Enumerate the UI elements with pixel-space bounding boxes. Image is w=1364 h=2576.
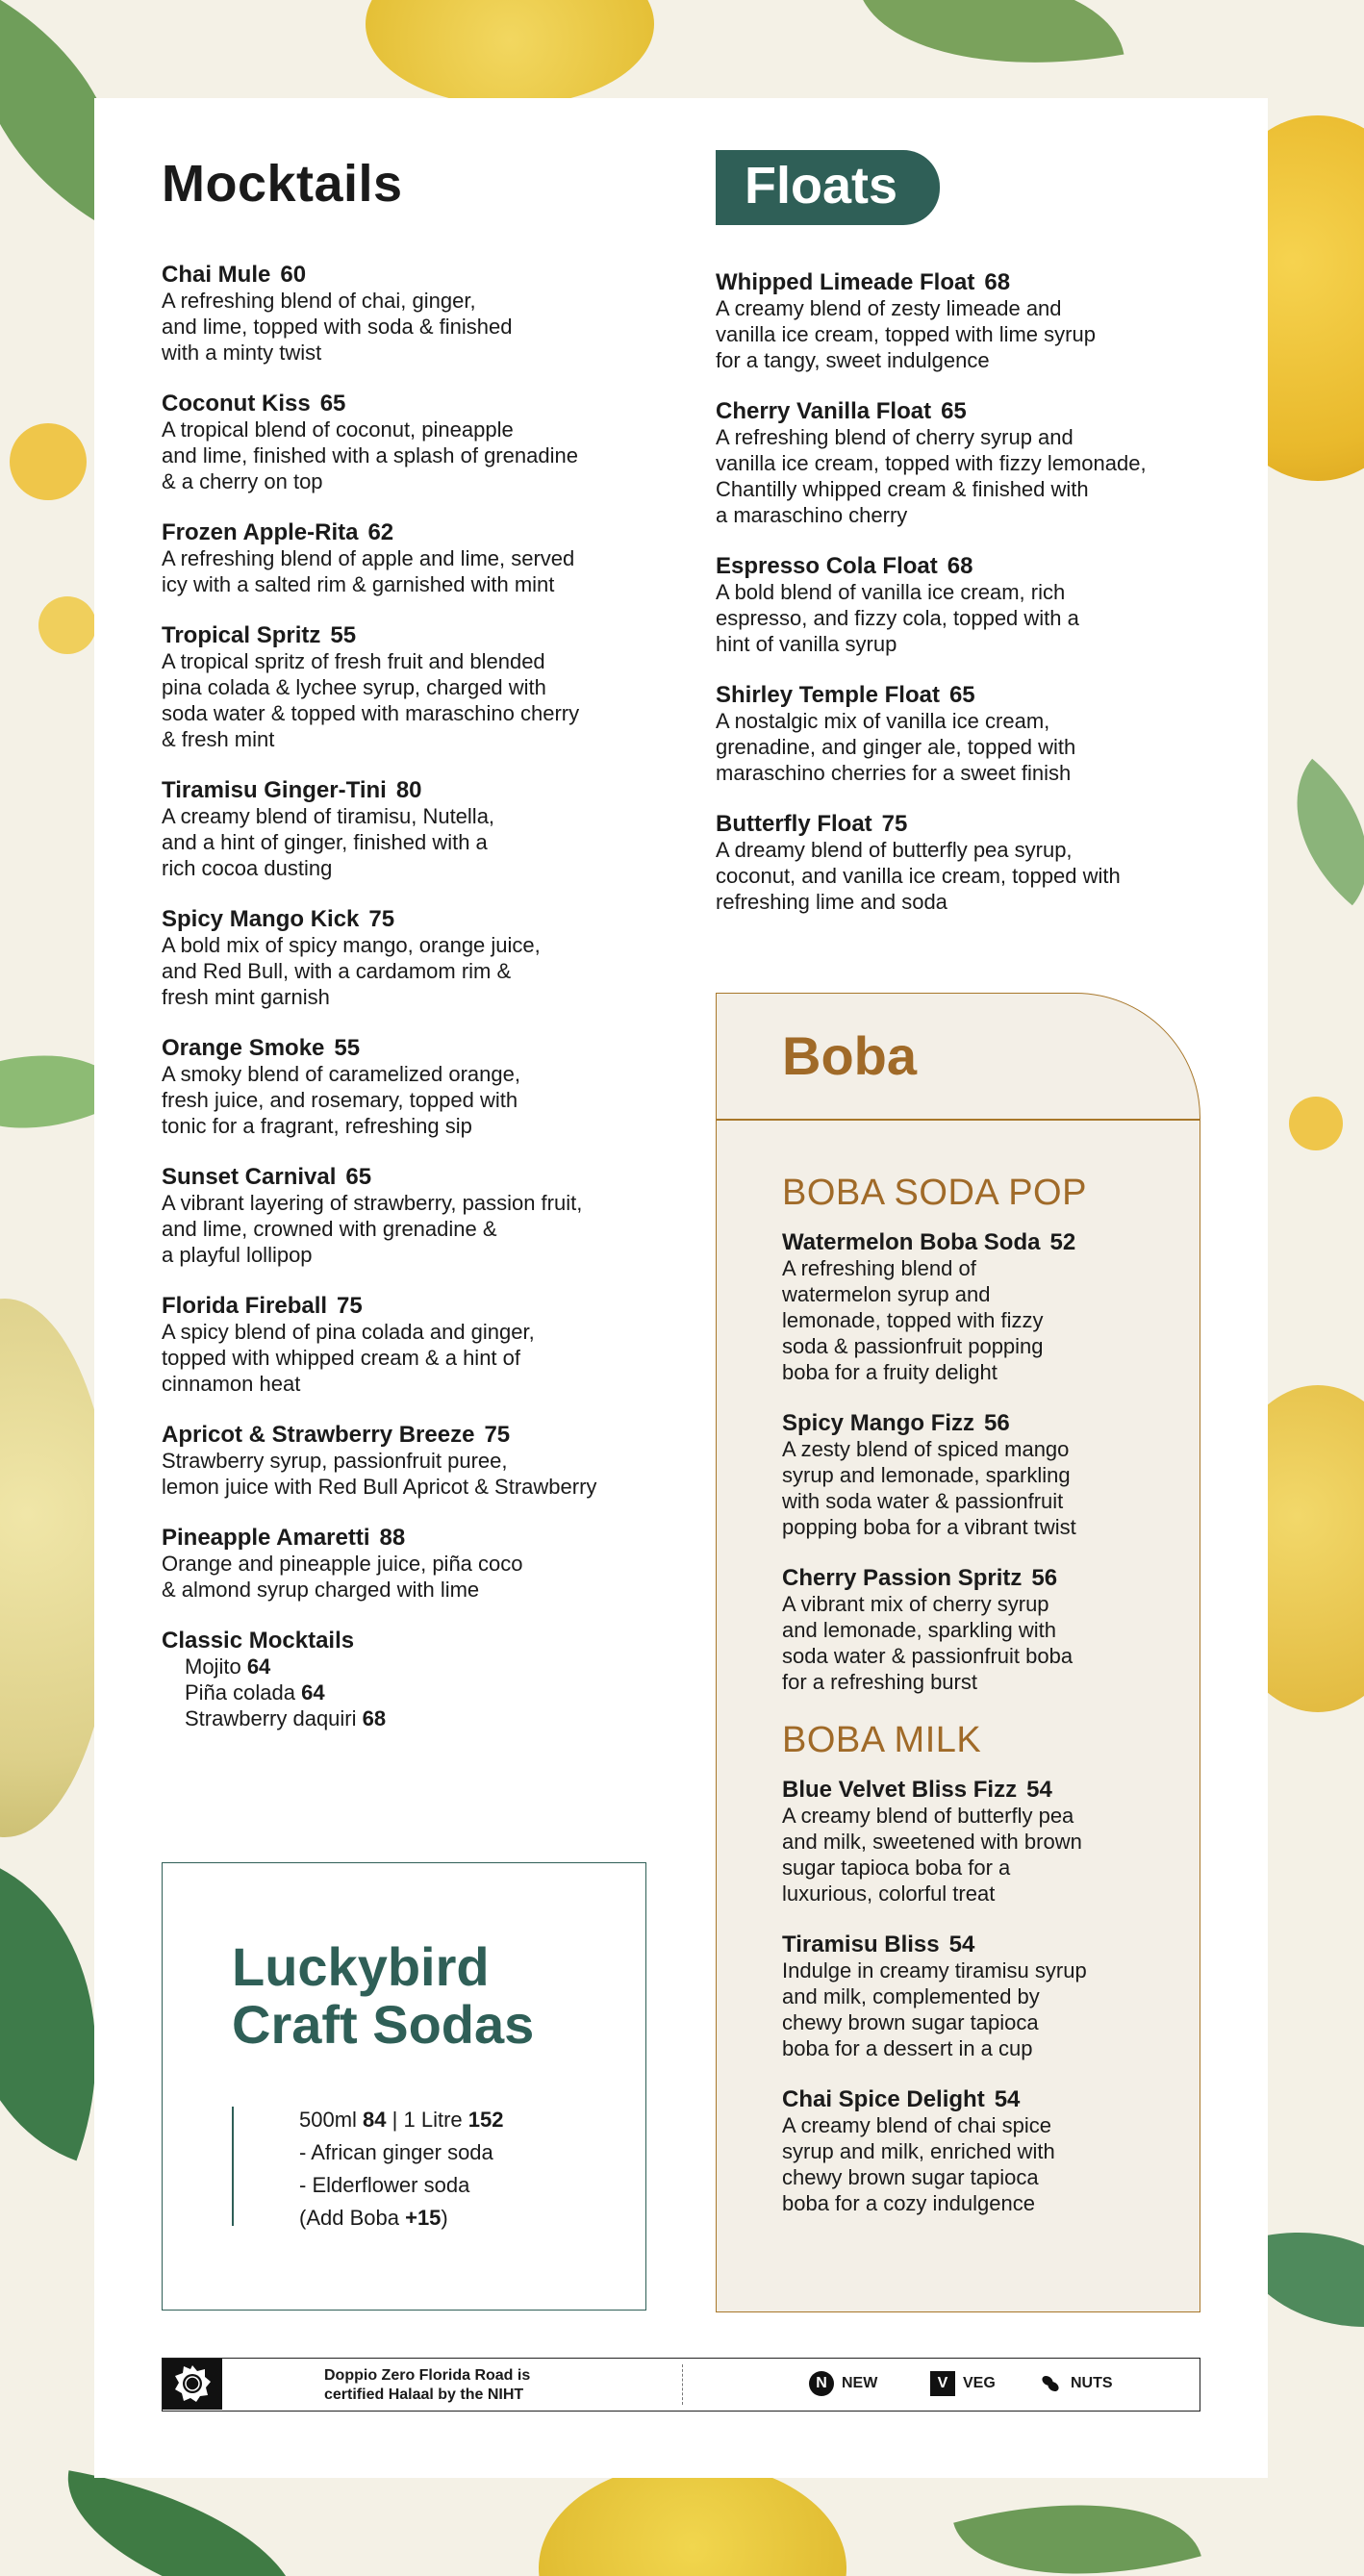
soda-flavour: - African ginger soda <box>299 2140 493 2164</box>
leaf-illustration <box>953 2463 1201 2576</box>
menu-item-name: Spicy Mango Kick <box>162 906 360 932</box>
menu-item-title <box>782 1777 1186 1803</box>
mimosa-flower <box>38 596 96 654</box>
menu-item-description: A creamy blend of zesty limeade and vanilla ice cream, topped with lime syrup for a tangy, sweet indulgence <box>716 296 1096 372</box>
menu-item-title <box>162 622 662 648</box>
menu-item-name: Tropical Spritz <box>162 622 321 648</box>
mocktails-list <box>162 262 662 1603</box>
menu-item <box>716 553 1216 657</box>
menu-item-description: A refreshing blend of cherry syrup and vanilla ice cream, topped with fizzy lemonade, Chantilly whipped cream & finished with a maraschino cherry <box>716 425 1147 527</box>
menu-item-name: Frozen Apple-Rita <box>162 519 359 545</box>
menu-item <box>782 1932 1186 2061</box>
menu-item-price: 60 <box>280 262 307 288</box>
mimosa-flower <box>10 423 87 500</box>
menu-item-price: 65 <box>948 682 975 708</box>
menu-item <box>162 906 662 1010</box>
menu-item-price: 52 <box>1049 1229 1076 1255</box>
menu-item-description: A refreshing blend of apple and lime, served icy with a salted rim & garnished with mint <box>162 546 575 596</box>
boba-divider <box>717 1119 1200 1121</box>
menu-item-description: A refreshing blend of chai, ginger, and lime, topped with soda & finished with a minty twist <box>162 289 513 365</box>
veg-icon: V <box>930 2371 955 2396</box>
halaal-logo <box>163 2359 222 2410</box>
menu-item-name: Shirley Temple Float <box>716 682 940 708</box>
menu-item-price: 65 <box>941 398 967 424</box>
menu-item <box>782 1229 1186 1385</box>
menu-item-title <box>162 1035 662 1061</box>
menu-item-description: A vibrant layering of strawberry, passion fruit, and lime, crowned with grenadine & a playful lollipop <box>162 1191 583 1267</box>
leaf-illustration <box>858 0 1124 98</box>
menu-item-description: A refreshing blend of watermelon syrup and lemonade, topped with fizzy soda & passionfruit popping boba for a fruity delight <box>782 1256 1044 1384</box>
menu-item-name: Cherry Passion Spritz <box>782 1565 1023 1591</box>
legend-label: NEW <box>842 2375 878 2391</box>
menu-item <box>782 1777 1186 1907</box>
menu-footer <box>162 2358 1200 2412</box>
classic-mocktail-item <box>185 1679 662 1705</box>
menu-item-name: Cherry Vanilla Float <box>716 398 932 424</box>
boba-section <box>716 993 1200 2312</box>
new-icon: N <box>809 2371 834 2396</box>
menu-item-name: Whipped Limeade Float <box>716 269 975 295</box>
menu-item-price: 65 <box>345 1164 372 1190</box>
lemon-illustration <box>366 0 654 106</box>
leaf-illustration <box>1256 759 1364 906</box>
legend-nuts <box>1038 2371 1113 2396</box>
menu-item-name: Coconut Kiss <box>162 391 311 417</box>
menu-item <box>716 682 1216 786</box>
menu-item-price: 75 <box>368 906 395 932</box>
menu-item-price: 88 <box>379 1525 406 1551</box>
boba-heading: Boba <box>782 1025 917 1086</box>
menu-item-name: Tiramisu Ginger-Tini <box>162 777 387 803</box>
menu-item-price: 54 <box>994 2086 1021 2112</box>
legend-label: VEG <box>963 2375 996 2391</box>
menu-item-name: Orange Smoke <box>162 1035 325 1061</box>
size-separator: | 1 Litre <box>392 2108 463 2132</box>
classic-mocktails-heading: Classic Mocktails <box>162 1628 355 1654</box>
boba-milk-list <box>782 1777 1186 2216</box>
menu-item <box>162 1293 662 1397</box>
menu-item <box>782 1565 1186 1695</box>
menu-item-name: Watermelon Boba Soda <box>782 1229 1041 1255</box>
menu-item-title <box>782 1932 1186 1957</box>
menu-item-price: 55 <box>334 1035 361 1061</box>
halaal-certification-text: Doppio Zero Florida Road is certified Halaal by the NIHT <box>324 2367 531 2403</box>
menu-item <box>162 1525 662 1603</box>
menu-item-title <box>716 269 1216 295</box>
menu-item-name: Spicy Mango Fizz <box>782 1410 975 1436</box>
boba-addon: (Add Boba +15) <box>299 2206 448 2230</box>
menu-item-name: Pineapple Amaretti <box>162 1525 370 1551</box>
menu-item-description: A creamy blend of chai spice syrup and milk, enriched with chewy brown sugar tapioca boba for a cozy indulgence <box>782 2113 1055 2215</box>
menu-item <box>782 2086 1186 2216</box>
legend-new <box>809 2371 877 2396</box>
leaf-illustration <box>50 2470 315 2576</box>
classic-mocktail-name: Strawberry daquiri <box>185 1706 357 1730</box>
boba-soda-pop-heading: BOBA SODA POP <box>782 1173 1087 1213</box>
soda-flavour: - Elderflower soda <box>299 2173 470 2197</box>
menu-item-title <box>782 1229 1186 1255</box>
menu-item <box>162 622 662 752</box>
menu-item-title <box>716 682 1216 708</box>
price-small: 84 <box>363 2108 387 2132</box>
menu-item-name: Florida Fireball <box>162 1293 328 1319</box>
mocktails-heading: Mocktails <box>162 155 403 213</box>
legend-label: NUTS <box>1071 2375 1113 2391</box>
menu-item-name: Chai Spice Delight <box>782 2086 985 2112</box>
menu-item-title <box>162 777 662 803</box>
menu-item-description: A dreamy blend of butterfly pea syrup, coconut, and vanilla ice cream, topped with refreshing lime and soda <box>716 838 1121 914</box>
menu-item-title <box>716 811 1216 837</box>
boba-milk-heading: BOBA MILK <box>782 1720 982 1760</box>
menu-item-price: 75 <box>484 1422 511 1448</box>
menu-item-title <box>162 1525 662 1551</box>
menu-item-title <box>162 906 662 932</box>
menu-item-price: 68 <box>984 269 1011 295</box>
menu-item-title <box>162 1293 662 1319</box>
mimosa-flower <box>1289 1097 1343 1150</box>
menu-item-price: 55 <box>330 622 357 648</box>
menu-item-description: A creamy blend of butterfly pea and milk, sweetened with brown sugar tapioca boba for a luxurious, colorful treat <box>782 1804 1082 1906</box>
menu-item-description: A smoky blend of caramelized orange, fresh juice, and rosemary, topped with tonic for a fragrant, refreshing sip <box>162 1062 520 1138</box>
craft-sodas-box <box>162 1862 646 2311</box>
menu-item-title <box>162 262 662 288</box>
classic-mocktail-name: Piña colada <box>185 1680 295 1705</box>
menu-item-description: A bold blend of vanilla ice cream, rich espresso, and fizzy cola, topped with a hint of vanilla syrup <box>716 580 1079 656</box>
menu-item <box>162 519 662 597</box>
menu-item-title <box>716 398 1216 424</box>
menu-item-name: Butterfly Float <box>716 811 872 837</box>
menu-item <box>716 811 1216 915</box>
menu-item-title <box>782 1410 1186 1436</box>
mocktails-section <box>162 154 662 1756</box>
footer-divider <box>682 2364 684 2405</box>
lemon-illustration <box>539 2462 846 2576</box>
menu-item <box>782 1410 1186 1540</box>
classic-mocktail-price: 64 <box>301 1680 325 1705</box>
menu-item-price: 68 <box>947 553 973 579</box>
menu-item-title <box>162 1422 662 1448</box>
menu-item-title <box>162 1164 662 1190</box>
menu-item-title <box>162 519 662 545</box>
menu-item <box>716 398 1216 528</box>
boba-content <box>782 1173 1186 2241</box>
floats-list <box>716 269 1216 915</box>
menu-item <box>162 1164 662 1268</box>
menu-item-description: A bold mix of spicy mango, orange juice, and Red Bull, with a cardamom rim & fresh mint garnish <box>162 933 541 1009</box>
menu-item-title <box>716 553 1216 579</box>
menu-item <box>162 391 662 494</box>
menu-item <box>162 777 662 881</box>
menu-item-price: 56 <box>1031 1565 1058 1591</box>
menu-item-description: A tropical blend of coconut, pineapple and lime, finished with a splash of grenadine & a cherry on top <box>162 417 578 493</box>
menu-item <box>162 1422 662 1500</box>
menu-item-price: 62 <box>367 519 394 545</box>
menu-item-name: Sunset Carnival <box>162 1164 337 1190</box>
menu-item-title <box>782 1565 1186 1591</box>
menu-item-description: Orange and pineapple juice, piña coco & almond syrup charged with lime <box>162 1552 523 1602</box>
menu-item-price: 65 <box>319 391 346 417</box>
craft-sodas-details <box>299 2104 503 2235</box>
classic-mocktail-price: 68 <box>362 1706 387 1730</box>
menu-item-description: A vibrant mix of cherry syrup and lemonade, sparkling with soda water & passionfruit boba for a refreshing burst <box>782 1592 1074 1694</box>
classic-mocktails-list <box>162 1654 662 1731</box>
boba-soda-pop-list <box>782 1229 1186 1695</box>
menu-item-price: 75 <box>337 1293 363 1319</box>
craft-sodas-divider <box>232 2107 234 2226</box>
menu-item-price: 75 <box>881 811 908 837</box>
menu-item-description: A zesty blend of spiced mango syrup and lemonade, sparkling with soda water & passionfruit popping boba for a vibrant twist <box>782 1437 1076 1539</box>
menu-item-price: 54 <box>948 1932 975 1957</box>
classic-mocktails <box>162 1628 662 1731</box>
classic-mocktail-item <box>185 1705 662 1731</box>
menu-item-title <box>162 391 662 417</box>
size-small: 500ml <box>299 2108 357 2132</box>
classic-mocktail-price: 64 <box>246 1654 271 1679</box>
craft-sodas-prices <box>299 2104 503 2136</box>
menu-item-name: Apricot & Strawberry Breeze <box>162 1422 475 1448</box>
floats-heading: Floats <box>716 150 940 225</box>
menu-item-description: A nostalgic mix of vanilla ice cream, grenadine, and ginger ale, topped with maraschino cherries for a sweet finish <box>716 709 1076 785</box>
craft-sodas-title: Luckybird Craft Sodas <box>232 1936 535 2055</box>
menu-item <box>162 1035 662 1139</box>
menu-item-title <box>782 2086 1186 2112</box>
menu-item-price: 56 <box>984 1410 1010 1436</box>
price-large: 152 <box>467 2108 504 2132</box>
menu-item-description: Strawberry syrup, passionfruit puree, lemon juice with Red Bull Apricot & Strawberry <box>162 1449 597 1499</box>
menu-item-name: Chai Mule <box>162 262 271 288</box>
legend-veg <box>930 2371 996 2396</box>
menu-item-description: A creamy blend of tiramisu, Nutella, and a hint of ginger, finished with a rich cocoa dusting <box>162 804 495 880</box>
menu-item-description: A spicy blend of pina colada and ginger, topped with whipped cream & a hint of cinnamon heat <box>162 1320 535 1396</box>
classic-mocktail-item <box>185 1654 662 1679</box>
halaal-icon <box>173 2364 212 2403</box>
menu-item-price: 80 <box>395 777 422 803</box>
menu-item-name: Tiramisu Bliss <box>782 1932 940 1957</box>
menu-item-description: A tropical spritz of fresh fruit and blended pina colada & lychee syrup, charged with soda water & topped with maraschino cherry & fresh mint <box>162 649 580 751</box>
menu-item-name: Blue Velvet Bliss Fizz <box>782 1777 1018 1803</box>
classic-mocktail-name: Mojito <box>185 1654 241 1679</box>
menu-item-price: 54 <box>1026 1777 1052 1803</box>
nuts-icon <box>1038 2371 1063 2396</box>
floats-section <box>716 154 1216 940</box>
menu-item-description: Indulge in creamy tiramisu syrup and milk, complemented by chewy brown sugar tapioca boba for a dessert in a cup <box>782 1958 1087 2060</box>
menu-item <box>162 262 662 366</box>
menu-item <box>716 269 1216 373</box>
menu-item-name: Espresso Cola Float <box>716 553 938 579</box>
